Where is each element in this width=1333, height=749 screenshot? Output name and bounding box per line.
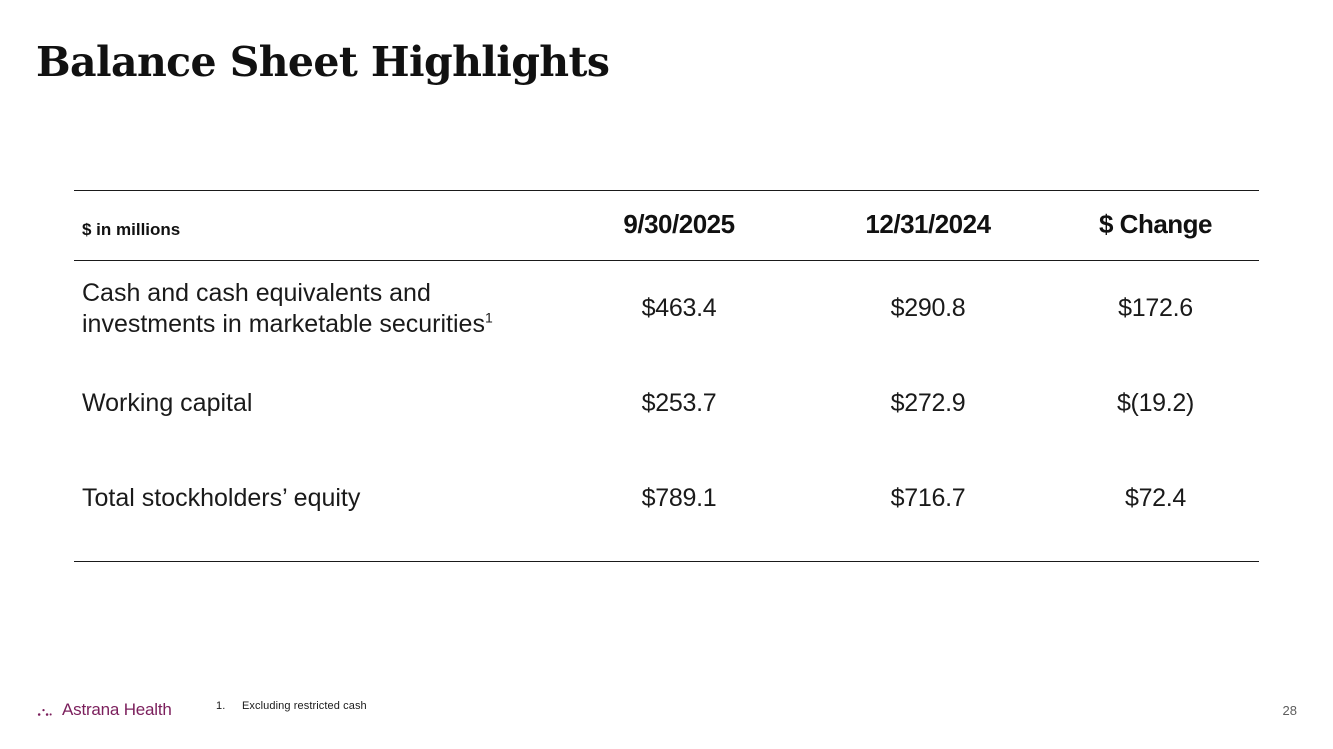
row-value-period-2: $272.9 [890, 389, 966, 417]
column-header-label: $ in millions [74, 191, 554, 261]
brand-name: Astrana Health [62, 700, 172, 719]
balance-sheet-table-container [74, 190, 1259, 546]
row-value-period-1: $789.1 [641, 484, 717, 512]
row-value-period-1: $253.7 [641, 389, 717, 417]
row-value-change: $172.6 [1118, 294, 1193, 322]
footnote [216, 700, 367, 712]
row-label [74, 261, 554, 357]
table-row [74, 356, 1259, 451]
row-value-change: $(19.2) [1116, 389, 1195, 417]
table-body [74, 261, 1259, 547]
table-bottom-divider [74, 561, 1259, 562]
footnote-number: 1. [216, 700, 226, 712]
astrana-sparkle-icon [36, 701, 55, 720]
row-value-period-1: $463.4 [641, 294, 717, 322]
row-label: Total stockholders’ equity [82, 484, 361, 513]
page-title: Balance Sheet Highlights [36, 38, 610, 86]
column-header-change: $ Change [1052, 191, 1259, 261]
column-header-period-1: 9/30/2025 [554, 191, 804, 261]
row-label-text: Cash and cash equivalents and investments in marketable securities [82, 279, 485, 338]
row-value-period-2: $290.8 [890, 294, 966, 322]
table-header-row [74, 191, 1259, 261]
row-value-change: $72.4 [1124, 484, 1187, 512]
brand-logo [36, 700, 172, 720]
table-header [74, 191, 1259, 261]
balance-sheet-table [74, 190, 1259, 546]
table-row [74, 261, 1259, 357]
column-header-period-2: 12/31/2024 [804, 191, 1052, 261]
page-number: 28 [1282, 703, 1297, 718]
row-label: Working capital [82, 389, 253, 418]
table-row [74, 451, 1259, 546]
footnote-marker: 1 [484, 309, 493, 326]
row-value-period-2: $716.7 [890, 484, 966, 512]
footnote-text: Excluding restricted cash [242, 700, 367, 712]
